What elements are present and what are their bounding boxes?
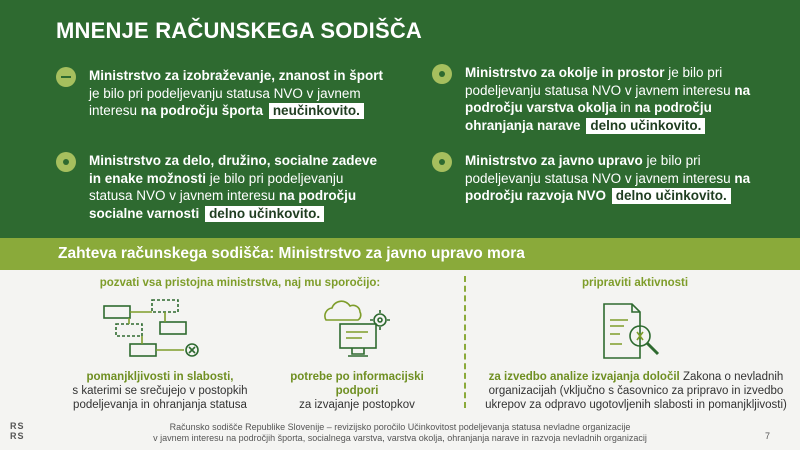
cloud-computer-icon [318, 298, 398, 364]
left-caption-2: potrebe po informacijski podpori za izvajanje postopkov [290, 371, 424, 411]
result-badge: neučinkovito. [269, 103, 364, 119]
dot-bullet-icon [432, 64, 452, 84]
opinion-item-2: Ministrstvo za delo, družino, socialne zadeve in enake možnosti je bilo pri podeljevanju statusa NVO v javnem interesu na področju socialne varnosti delno učinkovito. [89, 153, 378, 221]
flowchart-icon [100, 298, 210, 364]
footer: Računsko sodišče Republike Slovenije – revizijsko poročilo Učinkovitost podeljevanja statusa nevladne organizacije v javnem interesu na področjih športa, socialnega varstva, varstva okolja, ohranjanja narave in razvoja nevladnih organizacij [153, 422, 647, 443]
requirement-band [0, 238, 800, 270]
right-caption: za izvedbo analize izvajanja določil Zakona o nevladnih organizacijah (vključno s časovnico za pripravo in izvedbo ukrepov za odpravo ugotovljenih slabosti in pomanjkljivosti) [485, 371, 787, 411]
left-caption-1: pomanjkljivosti in slabosti, s katerimi se srečujejo v postopkih podeljevanja in ohranjanja statusa [72, 371, 248, 411]
result-badge: delno učinkovito. [205, 206, 324, 222]
minus-bullet-icon [56, 67, 76, 87]
result-badge: delno učinkovito. [586, 118, 705, 134]
requirement-heading: Zahteva računskega sodišča: Ministrstvo za javno upravo mora [58, 245, 525, 262]
left-subhead: pozvati vsa pristojna ministrstva, naj mu sporočijo: [99, 277, 381, 289]
document-search-icon [598, 300, 668, 364]
opinion-item-4: Ministrstvo za javno upravo je bilo pri podeljevanju statusa NVO v javnem interesu na področju razvoja NVO delno učinkovito. [465, 153, 751, 203]
rs-logo: RS RS [10, 421, 25, 441]
opinion-item-3: Ministrstvo za okolje in prostor je bilo pri podeljevanju statusa NVO v javnem interesu na področju varstva okolja in na področju ohranjanja narave delno učinkovito. [465, 65, 751, 133]
page-number: 7 [764, 431, 770, 441]
result-badge: delno učinkovito. [612, 188, 731, 204]
dot-bullet-icon [56, 152, 76, 172]
section-divider [464, 276, 466, 408]
opinion-item-1: Ministrstvo za izobraževanje, znanost in šport je bilo pri podeljevanju statusa NVO v javnem interesu na področju športa neučinkovito. [89, 68, 384, 118]
dot-bullet-icon [432, 152, 452, 172]
page-title: MNENJE RAČUNSKEGA SODIŠČA [56, 18, 423, 43]
right-subhead: pripraviti aktivnosti [581, 277, 689, 289]
